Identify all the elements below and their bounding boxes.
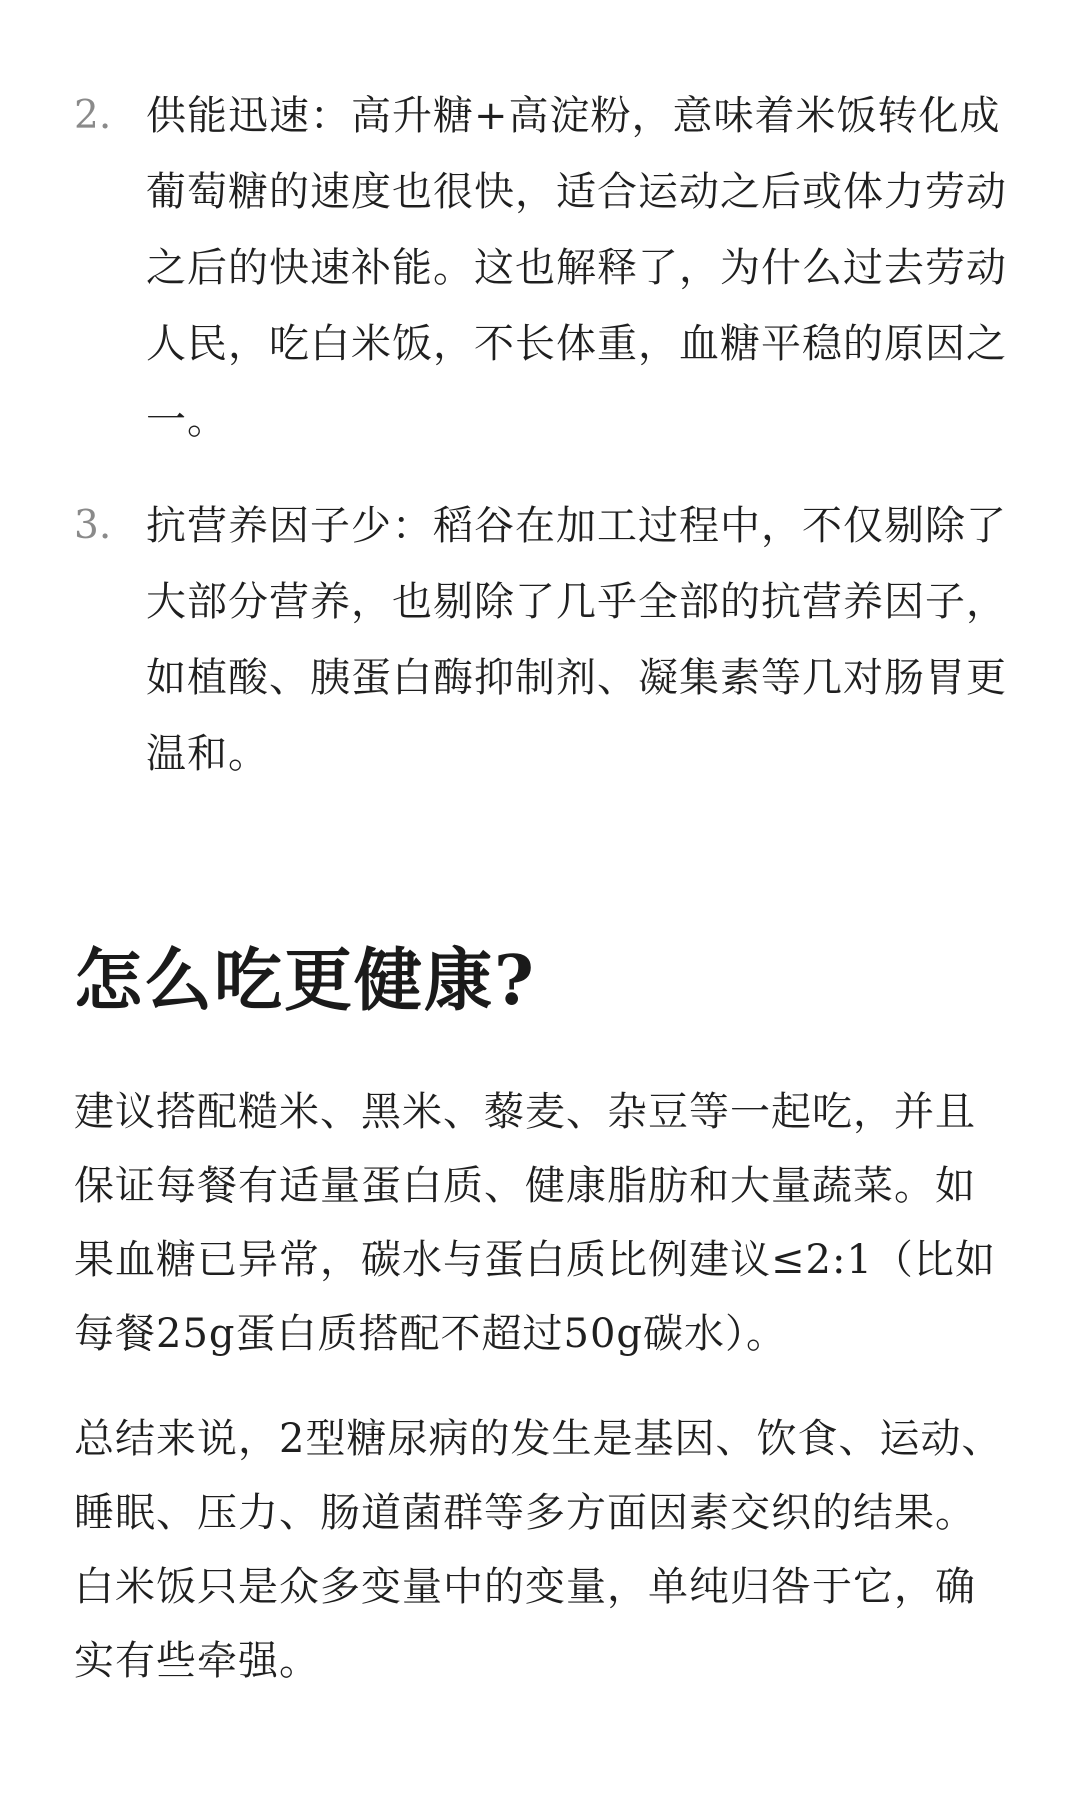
numbered-list xyxy=(74,78,1014,822)
list-item-text: 抗营养因子少：稻谷在加工过程中，不仅剔除了大部分营养，也剔除了几乎全部的抗营养因子，如植酸、胰蛋白酶抑制剂、凝集素等几对肠胃更温和。 xyxy=(146,503,1007,777)
list-item xyxy=(74,78,1014,458)
list-item-number: 3. xyxy=(74,503,112,548)
list-item xyxy=(74,488,1014,792)
section-heading: 怎么吃更健康? xyxy=(74,941,536,1021)
list-item-text: 供能迅速：高升糖+高淀粉，意味着米饭转化成葡萄糖的速度也很快，适合运动之后或体力劳动之后的快速补能。这也解释了，为什么过去劳动人民，吃白米饭，不长体重，血糖平稳的原因之一。 xyxy=(146,93,1007,443)
body-paragraph: 建议搭配糙米、黑米、藜麦、杂豆等一起吃，并且保证每餐有适量蛋白质、健康脂肪和大量蔬菜。如果血糖已异常，碳水与蛋白质比例建议≤2:1（比如每餐25g蛋白质搭配不超过50g碳水）。 xyxy=(74,1089,996,1357)
summary-paragraph: 总结来说，2型糖尿病的发生是基因、饮食、运动、睡眠、压力、肠道菌群等多方面因素交织的结果。白米饭只是众多变量中的变量，单纯归咎于它，确实有些牵强。 xyxy=(74,1416,1003,1684)
list-item-number: 2. xyxy=(74,93,112,138)
